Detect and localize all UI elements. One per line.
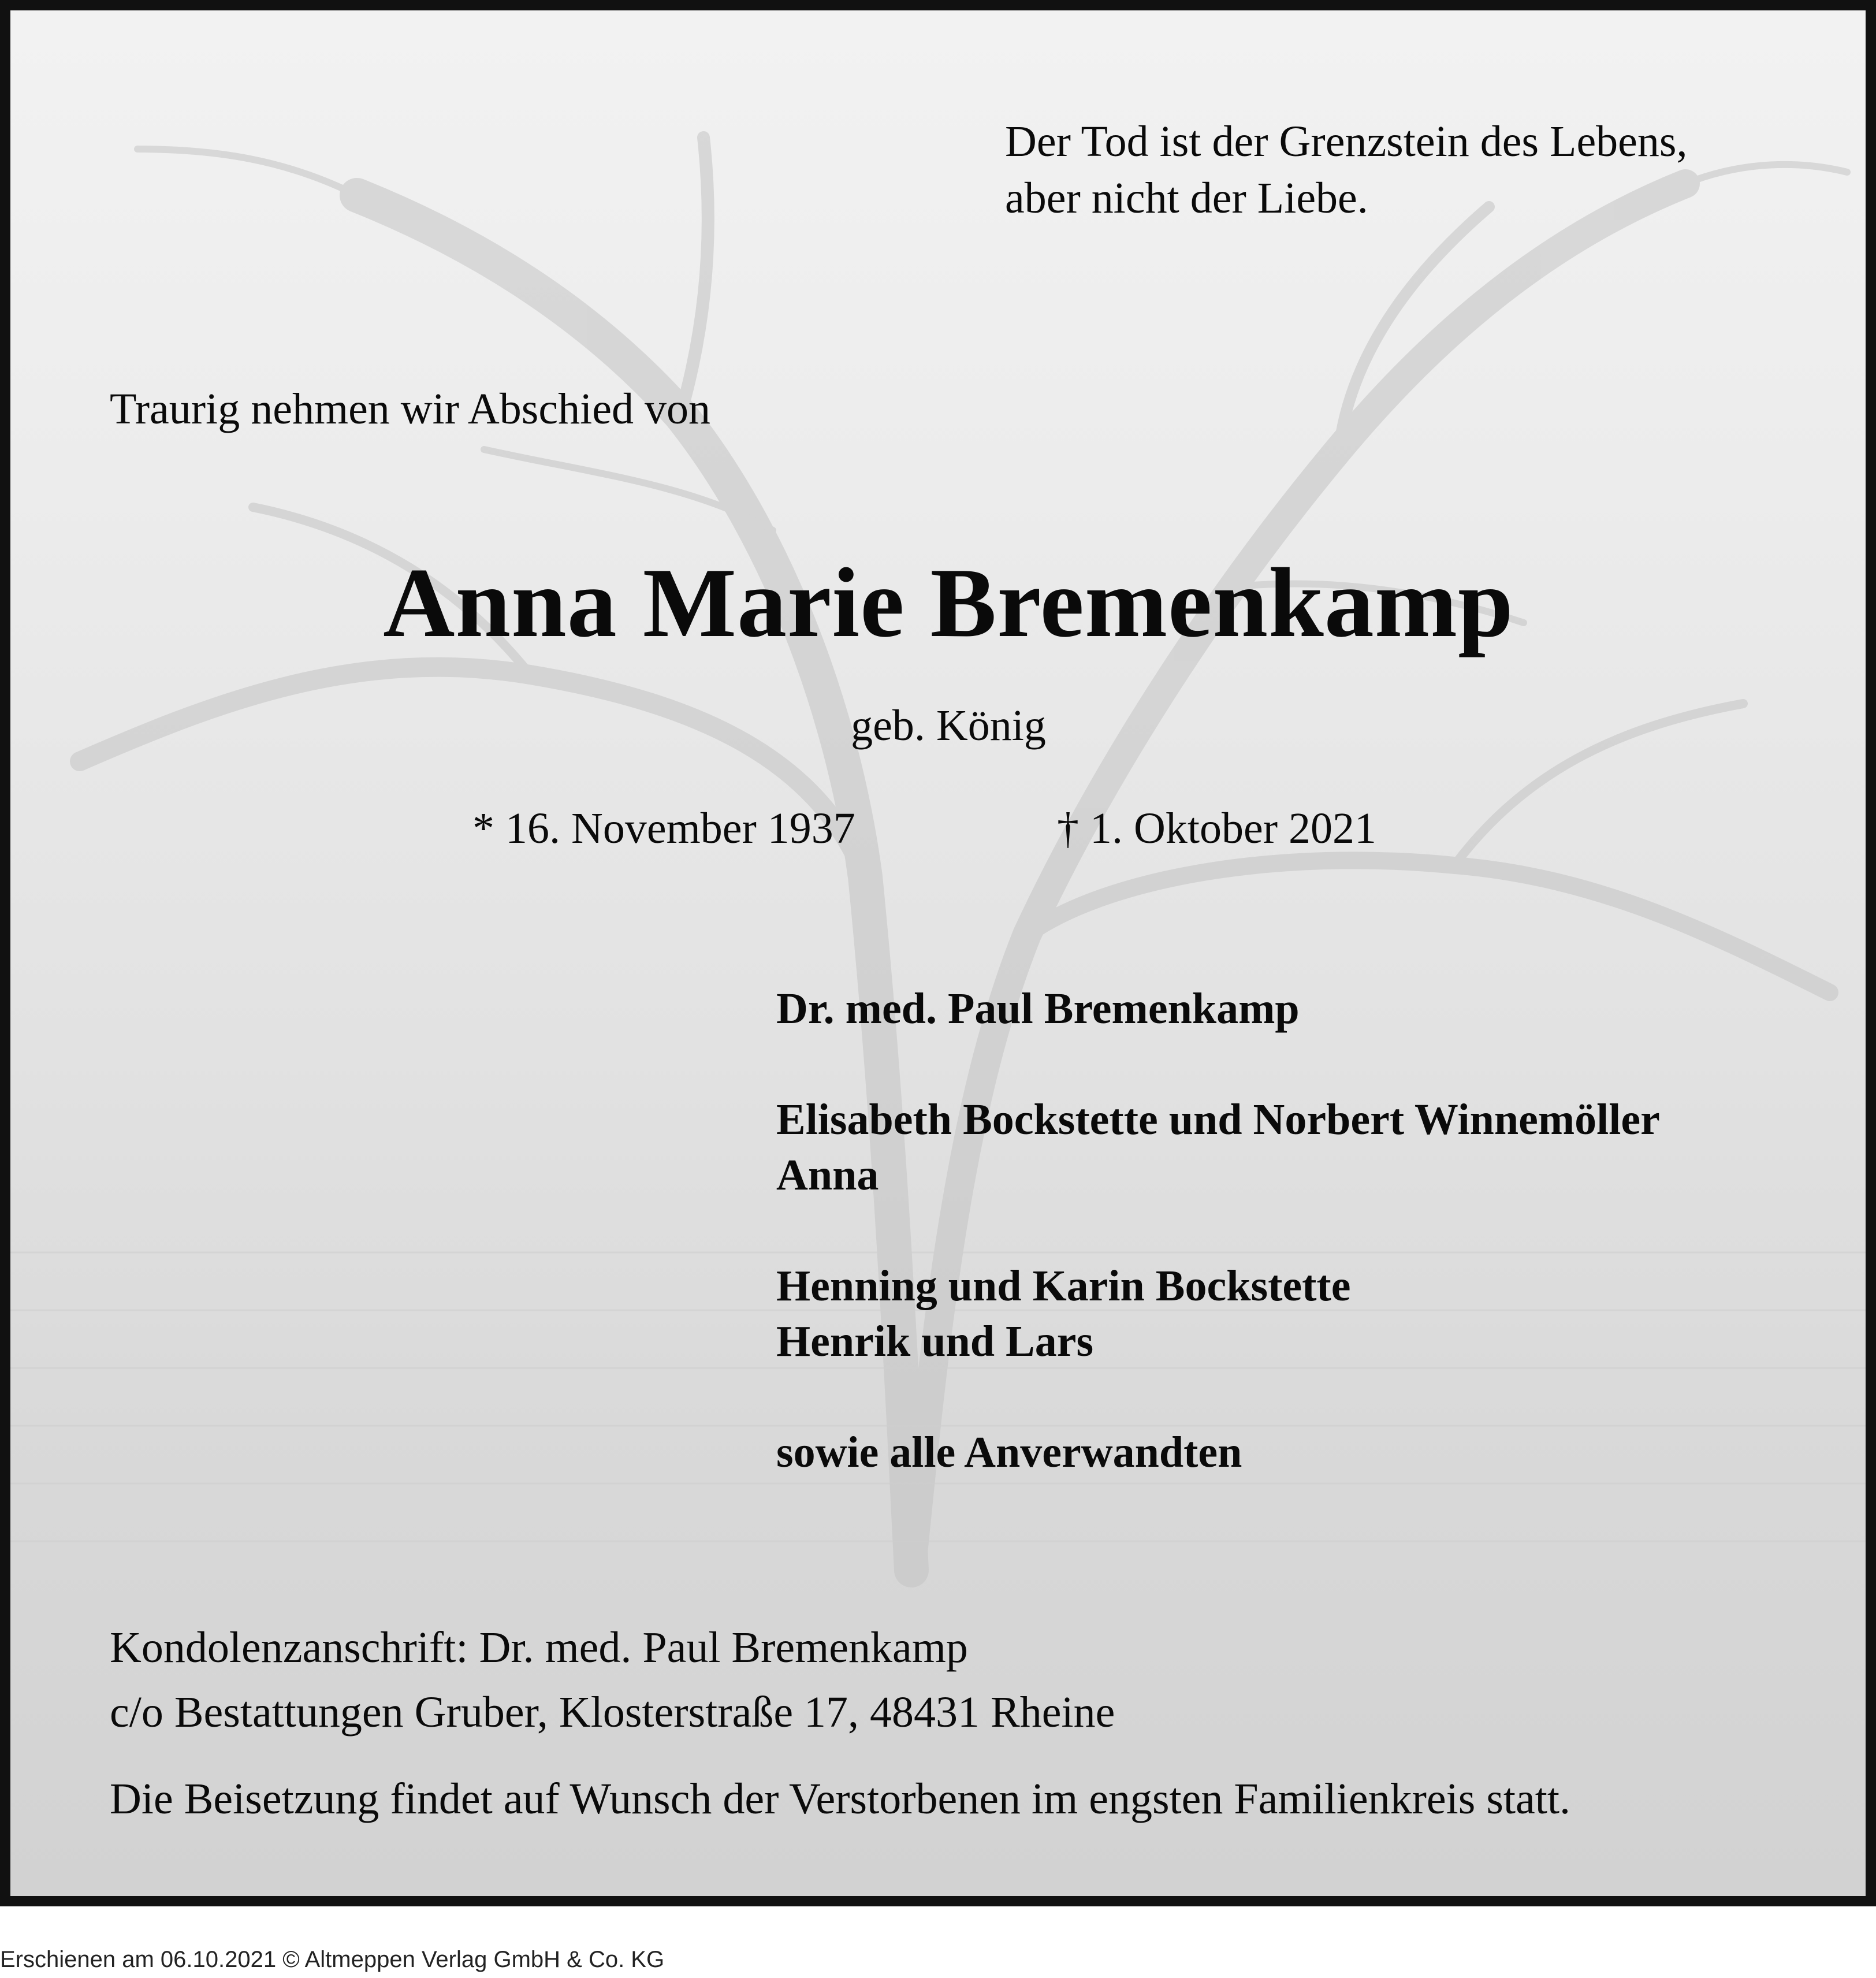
motto-line-1: Der Tod ist der Grenzstein des Lebens,: [1005, 117, 1688, 166]
mourner-group: [776, 1425, 1660, 1480]
condolence-address: [110, 1615, 1115, 1745]
mourner-line: sowie alle Anverwandten: [776, 1428, 1242, 1477]
mourner-line: Anna: [776, 1151, 879, 1199]
mourners-list: [776, 981, 1660, 1535]
mourner-line: Henning und Karin Bockstette: [776, 1262, 1351, 1310]
mourner-line: Dr. med. Paul Bremenkamp: [776, 984, 1300, 1033]
tree-background-image: [10, 10, 1866, 1896]
burial-note: Die Beisetzung findet auf Wunsch der Verstorbenen im engsten Familienkreis statt.: [110, 1775, 1570, 1823]
mourner-line: Elisabeth Bockstette und Norbert Winnemöller: [776, 1095, 1660, 1144]
mourner-line: Henrik und Lars: [776, 1317, 1094, 1366]
publication-footer: Erschienen am 06.10.2021 © Altmeppen Verlag GmbH & Co. KG: [0, 1947, 665, 1972]
motto-quote: [1005, 113, 1688, 226]
birth-date: * 16. November 1937: [472, 804, 855, 853]
address-line-2: c/o Bestattungen Gruber, Klosterstraße 17, 48431 Rheine: [110, 1688, 1115, 1737]
deceased-name: Anna Marie Bremenkamp: [383, 548, 1514, 658]
mourner-group: [776, 1092, 1660, 1203]
death-date: † 1. Oktober 2021: [1057, 804, 1377, 853]
address-line-1: Kondolenzanschrift: Dr. med. Paul Bremenkamp: [110, 1623, 968, 1672]
intro-text: Traurig nehmen wir Abschied von: [110, 385, 710, 433]
birth-name: geb. König: [851, 701, 1046, 750]
mourner-group: [776, 981, 1660, 1036]
mourner-group: [776, 1258, 1660, 1369]
motto-line-2: aber nicht der Liebe.: [1005, 174, 1368, 222]
